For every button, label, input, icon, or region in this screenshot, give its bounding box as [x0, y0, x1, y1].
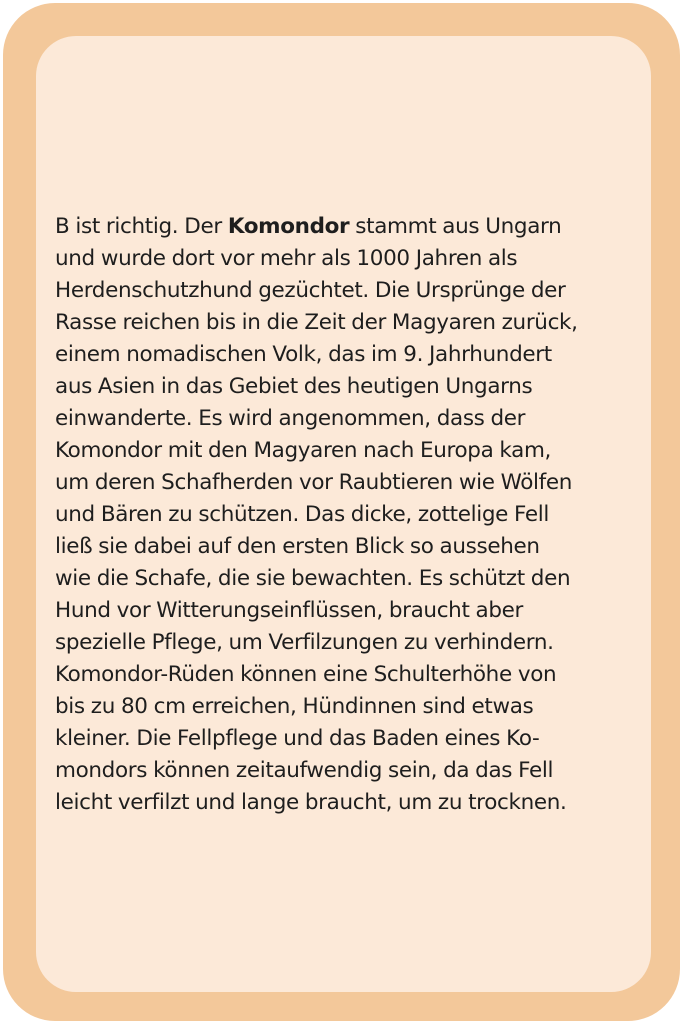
answer-line: Rasse reichen bis in die Zeit der Magyaren zurück, — [55, 310, 578, 335]
answer-prefix: B ist richtig. Der — [55, 214, 228, 239]
answer-line: Komondor mit den Magyaren nach Europa kam, — [55, 438, 552, 463]
breed-name: Komondor — [227, 214, 350, 239]
answer-line: um deren Schafherden vor Raubtieren wie Wölfen — [55, 470, 573, 495]
answer-suffix: stammt aus Ungarn — [349, 214, 562, 239]
answer-line: bis zu 80 cm erreichen, Hündinnen sind etwas — [55, 694, 534, 719]
answer-text — [55, 211, 635, 819]
answer-line: kleiner. Die Fellpflege und das Baden eines Ko- — [55, 726, 540, 751]
answer-line: und Bären zu schützen. Das dicke, zottelige Fell — [55, 502, 550, 527]
answer-line: spezielle Pflege, um Verfilzungen zu verhindern. — [55, 630, 554, 655]
answer-line: mondors können zeitaufwendig sein, da das Fell — [55, 758, 554, 783]
answer-line: einem nomadischen Volk, das im 9. Jahrhundert — [55, 342, 552, 367]
answer-line: wie die Schafe, die sie bewachten. Es schützt den — [55, 566, 571, 591]
answer-line: Herdenschutzhund gezüchtet. Die Ursprünge der — [55, 278, 566, 303]
answer-line: leicht verfilzt und lange braucht, um zu trocknen. — [55, 790, 567, 815]
answer-line — [55, 211, 635, 243]
answer-line: aus Asien in das Gebiet des heutigen Ungarns — [55, 374, 533, 399]
answer-line: Komondor-Rüden können eine Schulterhöhe von — [55, 662, 557, 687]
answer-line: einwanderte. Es wird angenommen, dass der — [55, 406, 526, 431]
answer-line: Hund vor Witterungseinflüssen, braucht aber — [55, 598, 524, 623]
answer-line: ließ sie dabei auf den ersten Blick so aussehen — [55, 534, 540, 559]
answer-line: und wurde dort vor mehr als 1000 Jahren als — [55, 246, 518, 271]
